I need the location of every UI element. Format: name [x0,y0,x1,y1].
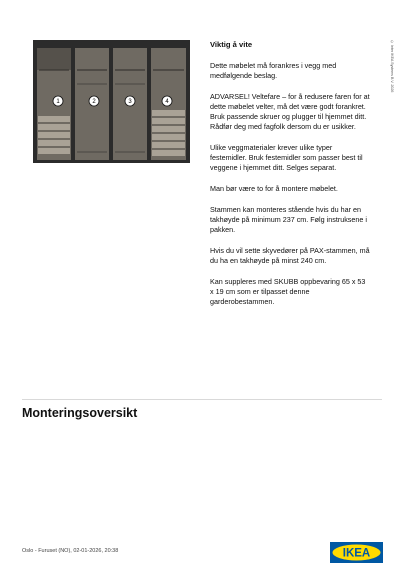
section-marker-2-label: 2 [92,99,96,106]
section-divider [22,399,382,400]
section-marker-4-label: 4 [165,99,169,106]
section-title: Monteringsoversikt [22,406,138,420]
section-marker-3-label: 3 [128,99,132,106]
important-info [210,40,370,318]
info-paragraph: Man bør være to for å montere møbelet. [210,184,338,193]
ikea-logo [330,542,383,563]
warning-paragraph: ADVARSEL! Veltefare – for å redusere faren for at dette møbelet velter, må det være godt forankret. Bruk passende skruer og plugger til hjemmet ditt. Rådfør deg med fagfolk dersom du er usikker. [210,92,370,131]
info-paragraph: Stammen kan monteres stående hvis du har en takhøyde på minimum 237 cm. Følg instruksene i pakken. [210,205,367,234]
section-marker-2 [89,96,99,106]
section-marker-1 [53,96,63,106]
wardrobe-illustration [33,40,190,163]
info-paragraph: Hvis du vil sette skyvedører på PAX-stammen, må du ha en takhøyde på minst 240 cm. [210,246,370,265]
section-marker-1-label: 1 [56,99,60,106]
section-marker-4 [162,96,172,106]
footer-location-date: Oslo - Furuset (NO), 02-01-2026, 20:38 [22,548,119,554]
info-title: Viktig å vite [210,40,253,49]
info-paragraph: Dette møbelet må forankres i vegg med medfølgende beslag. [210,61,337,80]
copyright-note: © Inter IKEA Systems B.V. 2026 [390,40,394,93]
info-paragraph: Ulike veggmaterialer krever ulike typer festemidler. Bruk festemidler som passer best til veggene i hjemmet ditt. Selges separat. [210,143,363,172]
info-paragraph: Kan suppleres med SKUBB oppbevaring 65 x 53 x 19 cm som er tilpasset denne garderobestammen. [210,277,366,306]
section-marker-3 [125,96,135,106]
ikea-logo-text: IKEA [342,547,371,560]
